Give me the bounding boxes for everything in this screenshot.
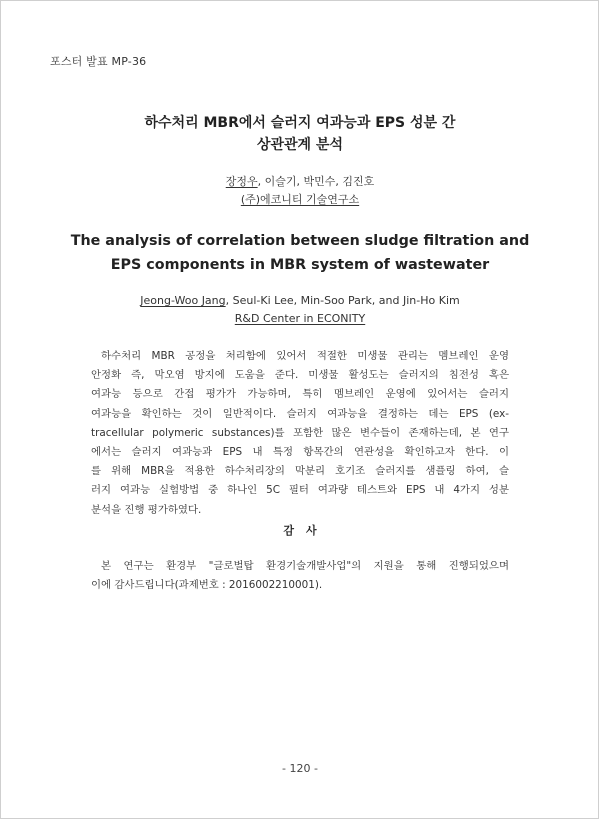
korean-title-line-2: 상관관계 분석 xyxy=(256,137,344,153)
abstract-line: tracellular polymeric substances)를 포함한 많은 변수들이 존재하는데, 본 연구 xyxy=(91,426,509,439)
korean-coauthors: , 이슬기, 박민수, 김진호 xyxy=(257,175,375,188)
acknowledgement-line: 본 연구는 환경부 "글로벌탑 환경기술개발사업"의 지원을 통해 진행되었으며 xyxy=(101,560,509,572)
session-label: 포스터 발표 MP-36 xyxy=(50,55,147,68)
abstract-line: 하수처리 MBR 공정을 처리함에 있어서 적절한 미생물 관리는 멤브레인 운영 xyxy=(101,350,509,362)
english-affiliation xyxy=(0,310,600,328)
abstract-body xyxy=(91,347,509,520)
acknowledgement-line: 이에 감사드립니다(과제번호 : 2016002210001). xyxy=(91,579,323,592)
abstract-line: 분석을 진행 평가하였다. xyxy=(91,503,202,516)
abstract-line: 에서는 슬러지 여과능과 EPS 내 특정 항목간의 연관성을 확인하고자 한다. 이 xyxy=(91,446,509,459)
page-number: - 120 - xyxy=(282,762,318,775)
english-authors-block xyxy=(0,292,600,328)
korean-first-author: 장정우 xyxy=(225,175,258,188)
korean-authors-block xyxy=(0,173,600,209)
english-title xyxy=(0,229,600,277)
korean-title-line-1: 하수처리 MBR에서 슬러지 여과능과 EPS 성분 간 xyxy=(144,115,456,131)
abstract-line: 여과능을 확인하는 것이 일반적이다. 슬러지 여과능을 결정하는 데는 EPS (ex- xyxy=(91,407,509,420)
english-affiliation-text: R&D Center in ECONITY xyxy=(234,312,366,325)
korean-author-list xyxy=(0,173,600,191)
english-author-list xyxy=(0,292,600,310)
abstract-line: 러지 여과능 실험방법 중 하나인 5C 필터 여과량 테스트와 EPS 내 4가지 성분 xyxy=(91,484,509,497)
korean-affiliation xyxy=(0,191,600,209)
english-title-line-1: The analysis of correlation between sludge filtration and xyxy=(70,233,530,249)
acknowledgement-body xyxy=(91,557,509,595)
korean-title xyxy=(0,112,600,156)
english-first-author: Jeong-Woo Jang xyxy=(140,294,226,307)
abstract-line: 안정화 즉, 막오염 방지에 도움을 준다. 미생물 활성도는 슬러지의 침전성 혹은 xyxy=(91,369,509,382)
english-title-line-2: EPS components in MBR system of wastewater xyxy=(110,257,490,273)
abstract-line: 를 위해 MBR을 적용한 하수처리장의 막분리 호기조 슬러지를 샘플링 하여, 슬 xyxy=(91,465,509,478)
korean-affiliation-text: (주)에코니티 기술연구소 xyxy=(240,193,360,206)
abstract-line: 여과능 등으로 간접 평가가 가능하며, 특히 멤브레인 운영에 있어서는 슬러지 xyxy=(91,388,509,401)
acknowledgement-heading: 감사 xyxy=(283,524,329,537)
english-coauthors: , Seul-Ki Lee, Min-Soo Park, and Jin-Ho Kim xyxy=(225,294,460,307)
